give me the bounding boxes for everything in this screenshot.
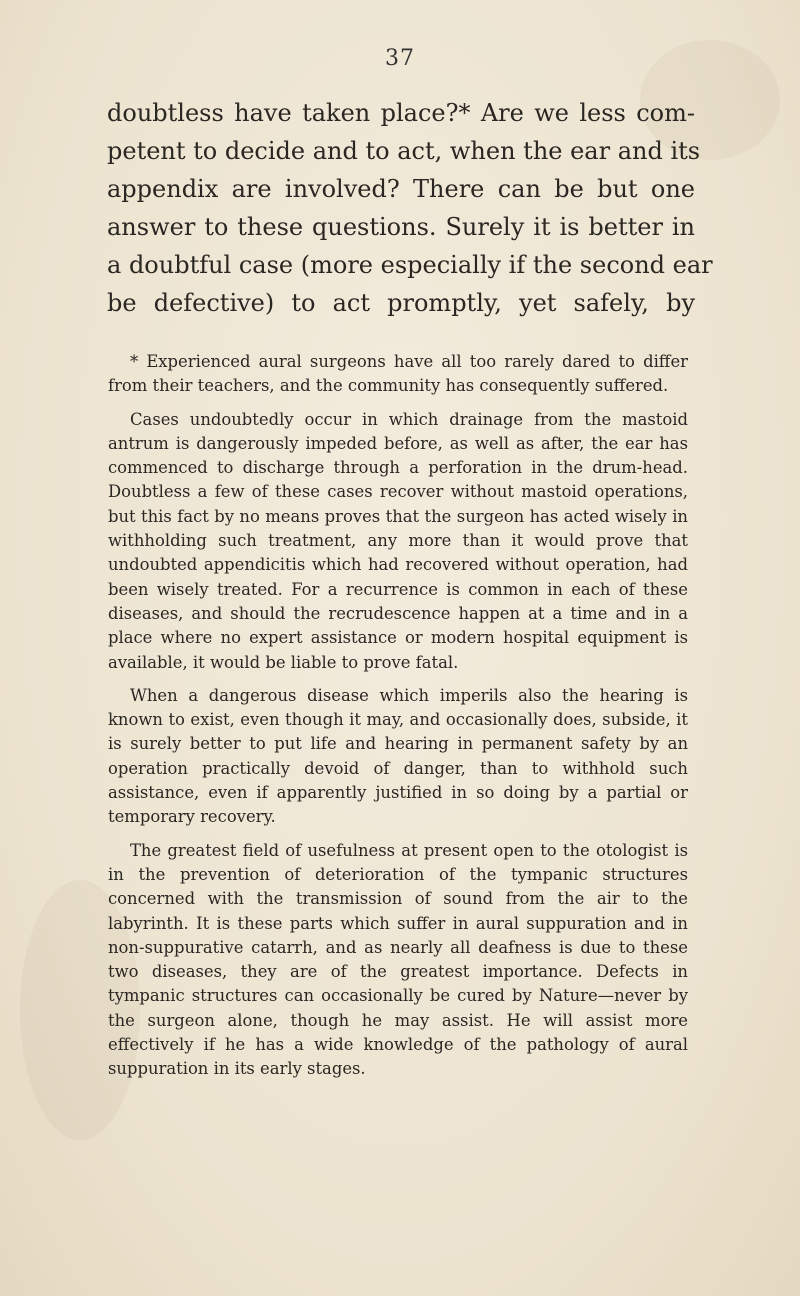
- footnote-paragraph: Cases undoubtedly occur in which drainage from the mastoid antrum is dangerously impeded before, as well as after, the ear has commenced to discharge through a perforation in the drum-head. Doubtless a few of these cases recover without mastoid operations, but this fact by no means proves that the surgeon has acted wisely in withholding such treatment, any more than it would prove that undoubted appendicitis which had recovered without operation, had been wisely treated. For a recurrence is common in each of these diseases, and should the recrudescence happen at a time and in a place where no expert assistance or modern hospital equipment is available, it would be liable to prove fatal.: [108, 409, 688, 672]
- footnote-paragraph: When a dangerous disease which imperils also the hearing is known to exist, even though it may, and occasionally does, subside, it is surely better to put life and hearing in permanent safety by an operation practically devoid of danger, than to withhold such assistance, even if apparently justified in so doing by a partial or temporary recovery.: [108, 685, 688, 827]
- footnote-paragraph: * Experienced aural surgeons have all too rarely dared to differ from their teachers, and the community has consequently suffered.: [108, 352, 688, 396]
- main-text-line: petent to decide and to act, when the ear and its: [107, 137, 701, 165]
- page-number: 37: [385, 46, 415, 71]
- footnotes: [108, 350, 688, 1082]
- main-text-line: doubtless have taken place?* Are we less com-: [107, 99, 695, 127]
- main-text-line: answer to these questions. Surely it is better in: [107, 213, 695, 241]
- main-text-line: a doubtful case (more especially if the second ear: [107, 251, 713, 279]
- main-text-line: be defective) to act promptly, yet safely, by: [107, 289, 695, 317]
- footnote-paragraph: The greatest field of usefulness at present open to the otologist is in the prevention of deterioration of the tympanic structures concerned with the transmission of sound from the air to the labyrinth. It is these parts which suffer in aural suppuration and in non-suppurative catarrh, and as nearly all deafness is due to these two diseases, they are of the greatest importance. Defects in tympanic structures can occasionally be cured by Nature—never by the surgeon alone, though he may assist. He will assist more effectively if he has a wide knowledge of the pathology of aural suppuration in its early stages.: [108, 840, 688, 1079]
- main-text: [107, 94, 713, 322]
- main-text-line: appendix are involved? There can be but one: [107, 175, 695, 203]
